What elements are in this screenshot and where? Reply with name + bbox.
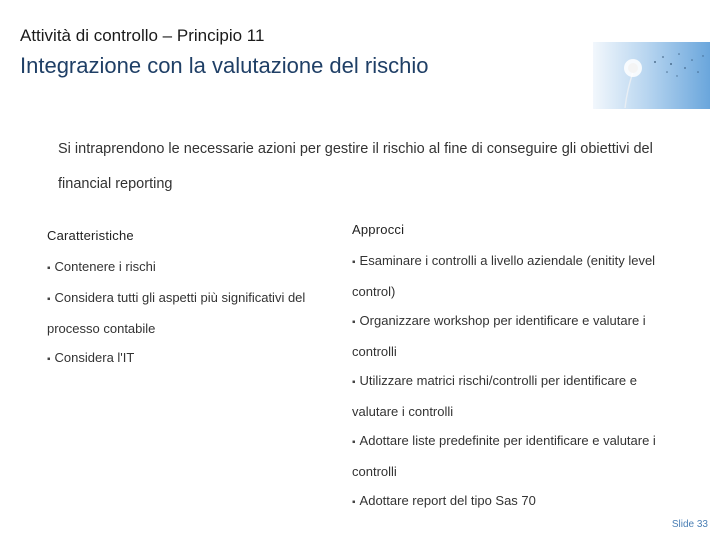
bullet-icon: ▪ (47, 263, 51, 274)
bullet-icon: ▪ (352, 317, 356, 328)
slide-number: Slide 33 (671, 519, 708, 530)
approaches-list (352, 246, 682, 517)
characteristic-item (47, 343, 307, 374)
bullet-icon: ▪ (47, 354, 51, 365)
approach-item (352, 426, 682, 486)
characteristic-item-text: Considera l'IT (54, 350, 135, 365)
approach-item-text: Organizzare workshop per identificare e valutare i controlli (352, 313, 646, 359)
approach-item-text: Utilizzare matrici rischi/controlli per identificare e valutare i controlli (352, 373, 637, 419)
approaches-heading: Approcci (352, 222, 405, 237)
characteristic-item-text: Contenere i rischi (54, 259, 156, 274)
bullet-icon: ▪ (352, 377, 356, 388)
slide-title: Integrazione con la valutazione del rischio (20, 53, 429, 78)
characteristics-heading: Caratteristiche (47, 228, 134, 243)
approach-item-text: Esaminare i controlli a livello aziendale (enitity level control) (352, 253, 656, 299)
approach-item (352, 306, 682, 366)
characteristic-item (47, 283, 307, 343)
approach-item (352, 366, 682, 426)
characteristics-column (47, 228, 307, 374)
intro-text: Si intraprendono le necessarie azioni per gestire il rischio al fine di conseguire gli obiettivi del financial reporting (58, 141, 653, 192)
bullet-icon: ▪ (352, 437, 356, 448)
dandelion-image (593, 42, 710, 109)
slide-subtitle: Attività di controllo – Principio 11 (20, 26, 265, 45)
characteristics-list (47, 252, 307, 374)
approach-item-text: Adottare liste predefinite per identificare e valutare i controlli (352, 433, 656, 479)
approach-item (352, 486, 682, 517)
characteristic-item (47, 252, 307, 283)
bullet-icon: ▪ (352, 257, 356, 268)
approaches-column (352, 222, 682, 517)
approach-item-text: Adottare report del tipo Sas 70 (359, 493, 536, 508)
approach-item (352, 246, 682, 306)
bullet-icon: ▪ (47, 294, 51, 305)
bullet-icon: ▪ (352, 497, 356, 508)
characteristic-item-text: Considera tutti gli aspetti più significativi del processo contabile (47, 290, 306, 336)
